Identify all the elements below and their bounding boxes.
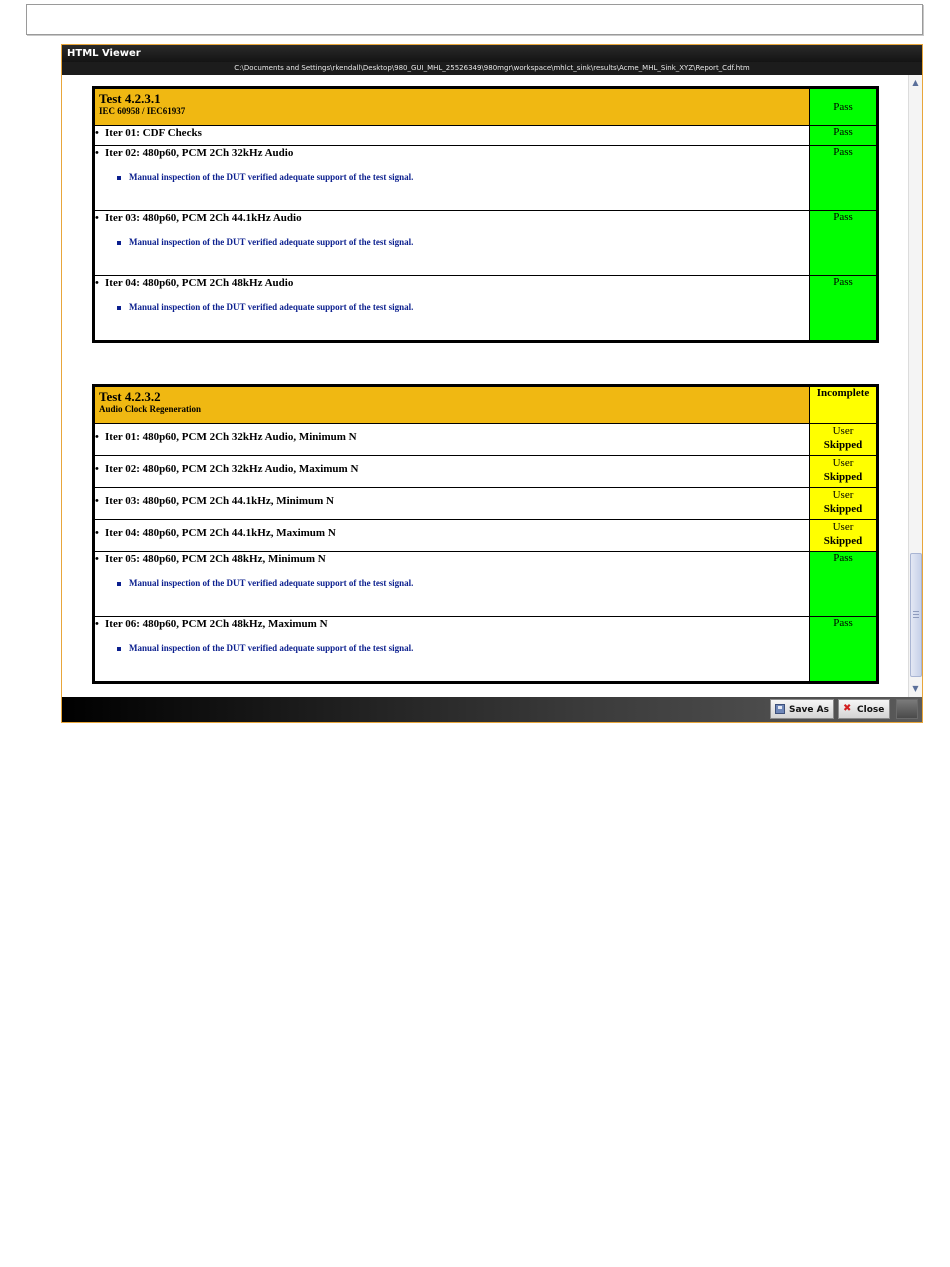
floppy-disk-icon	[775, 704, 785, 714]
x-icon: ✖	[843, 703, 852, 714]
table-row	[94, 126, 878, 146]
test-status: Pass	[810, 88, 878, 126]
bullet-icon: •	[95, 277, 99, 289]
iteration-label: Iter 02: 480p60, PCM 2Ch 32kHz Audio, Maximum N	[105, 463, 359, 475]
html-viewer-window	[61, 44, 923, 723]
window-title: HTML Viewer	[62, 45, 922, 62]
bullet-icon: •	[95, 527, 99, 539]
square-bullet-icon	[117, 647, 121, 651]
iteration-status: Pass	[810, 146, 878, 211]
test-header-row	[94, 88, 878, 126]
bullet-icon: •	[95, 212, 99, 224]
iteration-cell	[94, 617, 810, 683]
iteration-cell	[94, 126, 810, 146]
table-row	[94, 520, 878, 552]
iteration-cell	[94, 552, 810, 617]
top-empty-field	[26, 4, 923, 35]
iteration-note: Manual inspection of the DUT verified adequate support of the test signal.	[129, 578, 414, 588]
iteration-status: Pass	[810, 126, 878, 146]
iteration-status: User Skipped	[810, 488, 878, 520]
close-button[interactable]	[838, 699, 890, 719]
table-row	[94, 552, 878, 617]
vertical-scrollbar[interactable]	[908, 75, 922, 697]
table-row	[94, 456, 878, 488]
square-bullet-icon	[117, 306, 121, 310]
bullet-icon: •	[95, 618, 99, 630]
iteration-status: Pass	[810, 276, 878, 342]
iteration-cell	[94, 488, 810, 520]
bullet-icon: •	[95, 553, 99, 565]
test-subtitle: IEC 60958 / IEC61937	[99, 106, 186, 116]
iteration-label: Iter 02: 480p60, PCM 2Ch 32kHz Audio	[105, 147, 294, 159]
scrollbar-thumb[interactable]	[910, 553, 922, 677]
test-status: Incomplete	[810, 386, 878, 424]
bullet-icon: •	[95, 463, 99, 475]
iteration-label: Iter 01: 480p60, PCM 2Ch 32kHz Audio, Minimum N	[105, 431, 357, 443]
footer-bar	[62, 697, 922, 722]
footer-end-cap	[896, 699, 918, 719]
iteration-cell	[94, 456, 810, 488]
test-subtitle: Audio Clock Regeneration	[99, 404, 201, 414]
bullet-icon: •	[95, 495, 99, 507]
square-bullet-icon	[117, 176, 121, 180]
test-table-2	[92, 384, 879, 684]
test-header-row	[94, 386, 878, 424]
test-name: Test 4.2.3.2	[99, 389, 161, 404]
bullet-icon: •	[95, 127, 99, 139]
table-row	[94, 276, 878, 342]
iteration-label: Iter 03: 480p60, PCM 2Ch 44.1kHz Audio	[105, 212, 302, 224]
close-label: Close	[857, 705, 885, 715]
table-row	[94, 211, 878, 276]
iteration-cell	[94, 211, 810, 276]
save-as-button[interactable]	[770, 699, 834, 719]
bullet-icon: •	[95, 147, 99, 159]
table-row	[94, 617, 878, 683]
square-bullet-icon	[117, 241, 121, 245]
iteration-note: Manual inspection of the DUT verified adequate support of the test signal.	[129, 172, 414, 182]
iteration-note: Manual inspection of the DUT verified adequate support of the test signal.	[129, 302, 414, 312]
test-table-1	[92, 86, 879, 343]
report-content[interactable]	[62, 75, 908, 697]
test-name: Test 4.2.3.1	[99, 91, 161, 106]
iteration-status: Pass	[810, 211, 878, 276]
table-row	[94, 424, 878, 456]
iteration-cell	[94, 146, 810, 211]
iteration-cell	[94, 520, 810, 552]
bullet-icon: •	[95, 431, 99, 443]
iteration-note: Manual inspection of the DUT verified adequate support of the test signal.	[129, 237, 414, 247]
iteration-status: Pass	[810, 617, 878, 683]
table-row	[94, 146, 878, 211]
square-bullet-icon	[117, 582, 121, 586]
iteration-cell	[94, 276, 810, 342]
iteration-label: Iter 01: CDF Checks	[105, 127, 202, 139]
file-path: C:\Documents and Settings\rkendall\Desktop\980_GUI_MHL_25526349\980mgr\workspace\mhlct_sink\results\Acme_MHL_Sink_XYZ\Report_Cdf.htm	[62, 62, 922, 75]
test-header	[94, 88, 810, 126]
iteration-label: Iter 06: 480p60, PCM 2Ch 48kHz, Maximum N	[105, 618, 328, 630]
iteration-label: Iter 03: 480p60, PCM 2Ch 44.1kHz, Minimum N	[105, 495, 334, 507]
iteration-status: User Skipped	[810, 424, 878, 456]
iteration-label: Iter 04: 480p60, PCM 2Ch 44.1kHz, Maximum N	[105, 527, 336, 539]
table-row	[94, 488, 878, 520]
iteration-status: User Skipped	[810, 520, 878, 552]
iteration-label: Iter 05: 480p60, PCM 2Ch 48kHz, Minimum N	[105, 553, 326, 565]
iteration-status: Pass	[810, 552, 878, 617]
iteration-status: User Skipped	[810, 456, 878, 488]
save-as-label: Save As	[789, 705, 829, 715]
iteration-label: Iter 04: 480p60, PCM 2Ch 48kHz Audio	[105, 277, 294, 289]
test-header	[94, 386, 810, 424]
iteration-cell	[94, 424, 810, 456]
iteration-note: Manual inspection of the DUT verified adequate support of the test signal.	[129, 643, 414, 653]
scroll-up-arrow-icon[interactable]: ▲	[912, 78, 919, 87]
scroll-down-arrow-icon[interactable]: ▼	[912, 684, 919, 693]
